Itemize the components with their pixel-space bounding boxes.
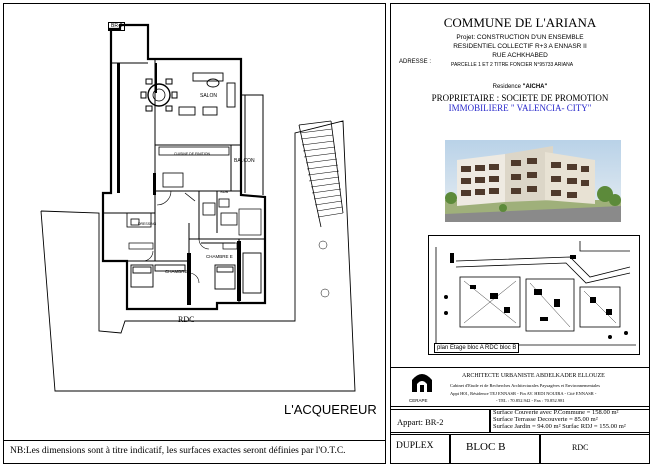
niveau-label: RDC (572, 443, 589, 452)
site-plan-drawing (430, 237, 638, 353)
surface-line-1: Surface Couverte avec P.Commune = 158.00 m² (493, 409, 619, 416)
room-label-cuisine: CUISINE DE FINITION (174, 152, 210, 156)
room-label-dressing: DRESSING (138, 222, 157, 226)
residence-line (390, 84, 650, 90)
appart-label: Appart: BR-2 (397, 417, 444, 427)
duplex-label: DUPLEX (396, 441, 434, 451)
room-label-chambre: CHAMBRE (165, 269, 188, 274)
room-label-balcon: BALCON (234, 158, 255, 164)
floor-plan-drawing (3, 3, 386, 433)
surface-line-3: Surface Jardin = 94.00 m² Surfac RDJ = 155.00 m² (493, 423, 626, 430)
dining-table (141, 79, 177, 111)
plan-tag-text: BR-2 (111, 23, 123, 29)
architect-line-2: Appt H01, Résidence TEJ ENNASR - Fin AV. HEDI NOUIRA - Cité ENNASR - (450, 391, 597, 396)
room-label-chambre-e: CHAMBRE E (206, 254, 233, 259)
architect-title: ARCHITECTE URBANISTE ABDELKADER ELLOUZE (462, 373, 605, 379)
plan-tag (108, 22, 125, 31)
architect-line-3: - TEL : 70.852.942 - Fax : 70.852.981 (496, 398, 565, 403)
note-text: NB:Les dimensions sont à titre indicatif, les surfaces exactes seront définies par l'O.T.C. (10, 446, 346, 456)
adresse-label: ADRESSE : (399, 59, 432, 65)
bloc-label: BLOC B (466, 441, 506, 453)
room-label-salon: SALON (200, 93, 217, 99)
acquereur-label: L'ACQUEREUR (284, 402, 377, 417)
stair-band (299, 121, 343, 227)
site-plan-label: plan Etage bloc A RDC bloc B (434, 343, 519, 353)
parcelle-line: PARCELLE 1 ET 2 TITRE FONCIER N°95733 ARIANA (451, 62, 574, 68)
surface-line-2: Surface Terrasse Decouverte = 85.00 m² (493, 416, 598, 423)
rue-line: RUE ACHKHABED (492, 52, 548, 59)
building-render-image (445, 140, 621, 222)
room-label-sdb: SDB (220, 189, 229, 194)
architect-line-1: Cabinet d'Etude et de Recherches Architecturales Paysagères et Environnementales (450, 383, 601, 388)
niveau-cell (540, 434, 650, 464)
commune-title: COMMUNE DE L'ARIANA (443, 15, 597, 30)
floor-label: RDC (178, 315, 195, 324)
immobiliere-line: IMMOBILIERE " VALENCIA- CITY" (448, 103, 592, 113)
logo-text: CERAPE (409, 398, 428, 403)
lot-outline (41, 121, 355, 391)
cerape-logo-icon (408, 370, 436, 396)
residence-prefix: Residence (492, 84, 521, 90)
projet-line-1: Projet: CONSTRUCTION D'UN ENSEMBLE (456, 34, 584, 41)
proprietaire-line: PROPRIETAIRE : SOCIETE DE PROMOTION (431, 93, 609, 103)
projet-line-2: RESIDENTIEL COLLECTIF R+3 A ENNASR II (453, 43, 587, 50)
residence-name: "AICHA" (522, 84, 548, 90)
